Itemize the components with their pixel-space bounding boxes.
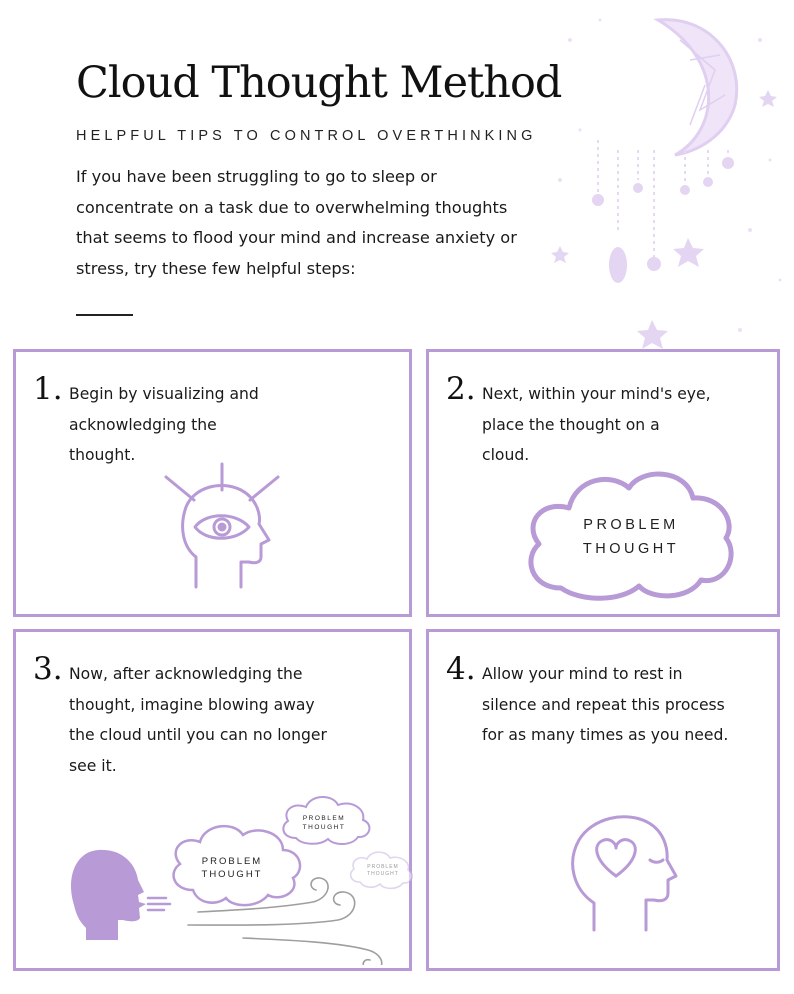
- step-line: place the thought on a: [482, 415, 660, 434]
- intro-line: If you have been struggling to go to sleep or: [76, 167, 437, 186]
- step-line: for as many times as you need.: [482, 726, 729, 744]
- step-line: see it.: [69, 756, 117, 775]
- cloud-icon: [351, 852, 413, 888]
- step-line: thought.: [69, 446, 136, 464]
- cloud-label-line1: PROBLEM: [302, 815, 346, 822]
- step-text: [482, 379, 711, 471]
- step-text: [69, 379, 259, 471]
- step-card-3: [13, 629, 412, 971]
- cloud-icon: [174, 826, 300, 905]
- cloud-label-line2: THOUGHT: [201, 869, 263, 880]
- step-number: 2.: [446, 371, 476, 407]
- step-number: 4.: [446, 651, 476, 687]
- step-line: acknowledging the: [69, 415, 217, 434]
- intro-line: that seems to flood your mind and increase anxiety or: [76, 228, 517, 248]
- cloud-icon: [521, 460, 739, 605]
- step-line: Now, after acknowledging the: [69, 665, 303, 683]
- step-line: the cloud until you can no longer: [69, 726, 327, 744]
- cloud-label-line2: THOUGHT: [367, 871, 399, 877]
- step-number: 3.: [33, 651, 63, 687]
- step-text: [69, 659, 327, 781]
- step-line: silence and repeat this process: [482, 695, 725, 714]
- step-line: Begin by visualizing and: [69, 385, 259, 403]
- moon-dreamcatcher-icon: [540, 0, 794, 360]
- cloud-label-line1: PROBLEM: [583, 517, 679, 533]
- intro-line: concentrate on a task due to overwhelming thoughts: [76, 197, 508, 217]
- step-line: Allow your mind to rest in: [482, 665, 683, 683]
- cloud-label-line1: PROBLEM: [201, 856, 263, 867]
- cloud-icon: [283, 797, 369, 844]
- step-card-1: [13, 349, 412, 617]
- cloud-label-line1: PROBLEM: [367, 864, 399, 870]
- page-subtitle: HELPFUL TIPS TO CONTROL OVERTHINKING: [76, 128, 537, 144]
- intro-paragraph: [76, 162, 576, 284]
- head-blowing-icon: [68, 780, 418, 965]
- step-line: thought, imagine blowing away: [69, 695, 315, 714]
- step-line: Next, within your mind's eye,: [482, 385, 711, 403]
- step-card-4: [426, 629, 780, 971]
- step-line: cloud.: [482, 446, 530, 464]
- step-text: [482, 659, 728, 751]
- head-heart-icon: [564, 808, 682, 933]
- cloud-label-line2: THOUGHT: [582, 541, 680, 557]
- step-card-2: [426, 349, 780, 617]
- head-eye-icon: [161, 462, 281, 592]
- divider-rule: [76, 314, 133, 316]
- step-number: 1.: [33, 371, 63, 407]
- intro-line: stress, try these few helpful steps:: [76, 258, 356, 278]
- page-title: Cloud Thought Method: [76, 58, 562, 108]
- cloud-label-line2: THOUGHT: [302, 824, 346, 831]
